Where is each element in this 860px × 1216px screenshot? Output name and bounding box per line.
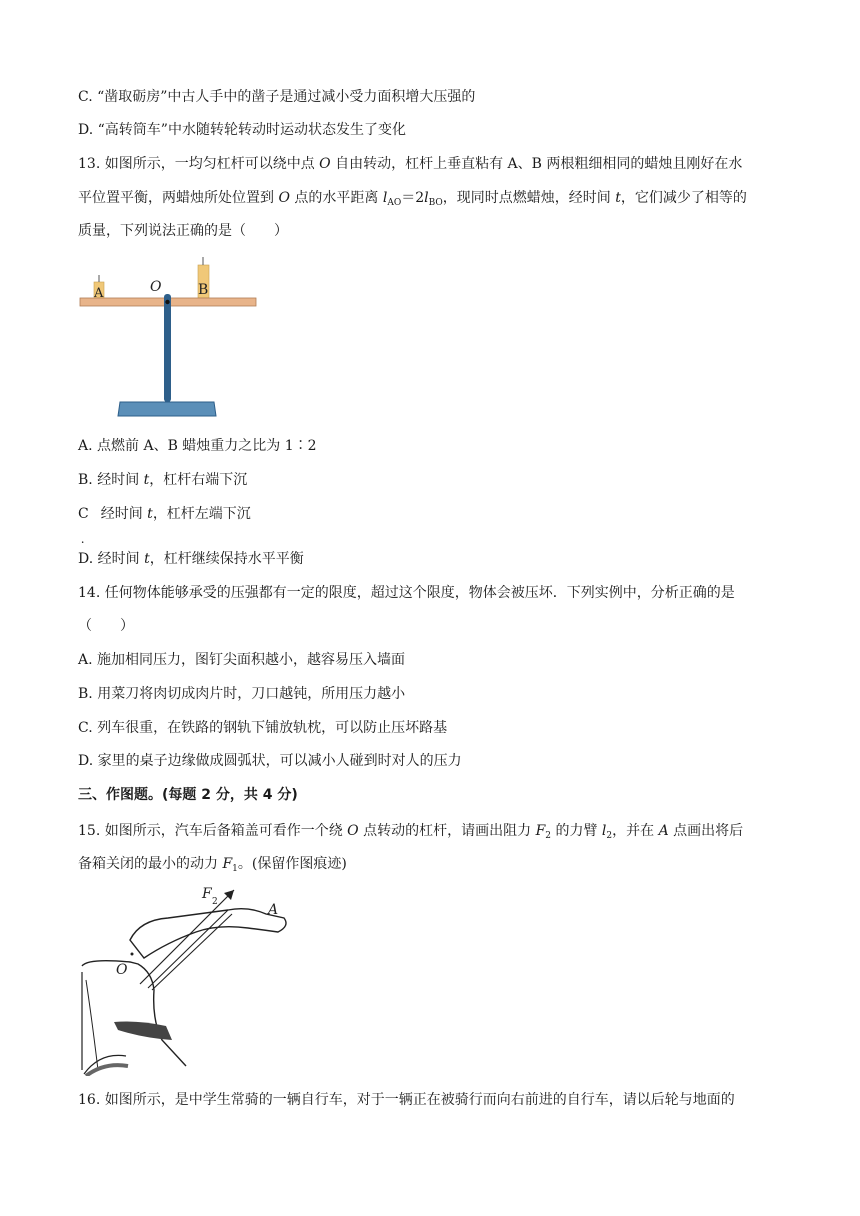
section-heading: 三、作图题。(每题 2 分，共 4 分) [78,787,298,803]
q15-stem-line2: 备箱关闭的最小的动力 $F_1$。(保留作图痕迹) [78,856,347,874]
tail-light [114,1022,172,1041]
label-b: B [198,282,209,298]
label-f2: F [202,886,212,902]
q13-stem-line2: 平位置平衡，两蜡烛所处位置到 O 点的水平距离 $l_{AO}=2l_{BO}$，现同时点燃蜡烛，经时间 t，它们减少了相等的 [78,190,747,208]
q13-option-a: A. 点燃前 A、B 蜡烛重力之比为 1∶2 [78,438,317,454]
car-trunk-figure [78,880,298,1076]
q14-stem-line1: 14. 任何物体能够承受的压强都有一定的限度，超过这个限度，物体会被压坏．下列实例中，分析正确的是 [78,585,735,601]
q16-stem-line1: 16. 如图所示，是中学生常骑的一辆自行车，对于一辆正在被骑行而向右前进的自行车，请以后轮与地面的 [78,1092,735,1108]
svg-text:2: 2 [212,897,218,907]
q13-option-d: D. 经时间 t，杠杆继续保持水平平衡 [78,551,304,567]
q13-option-c: C . 经时间 t，杠杆左端下沉 [78,506,251,546]
q12-option-d: D. “高转筒车”中水随转轮转动时运动状态发生了变化 [78,122,406,138]
label-a: A [268,902,279,918]
q14-option-b: B. 用菜刀将肉切成肉片时，刀口越钝，所用压力越小 [78,686,406,702]
car-body [82,961,186,1066]
lever-base [118,402,216,416]
q14-option-d: D. 家里的桌子边缘做成圆弧状，可以减小人碰到时对人的压力 [78,753,462,769]
q13-stem-line3: 质量，下列说法正确的是（ ） [78,223,288,239]
label-o: O [116,962,128,978]
pivot-o [165,300,169,304]
pivot-o-dot [131,953,134,956]
q14-option-c: C. 列车很重，在铁路的钢轨下铺放轨枕，可以防止压坏路基 [78,720,448,736]
label-o: O [150,279,162,295]
force-f2-arrow [140,890,234,984]
lever-candle-figure [78,252,260,422]
q13-option-b: B. 经时间 t，杠杆右端下沉 [78,472,248,488]
q12-option-c: C. “凿取砺房”中古人手中的凿子是通过减小受力面积增大压强的 [78,89,476,105]
lever-stand [164,294,171,402]
q14-option-a: A. 施加相同压力，图钉尖面积越小，越容易压入墙面 [78,652,406,668]
q14-stem-line2: （ ） [78,618,134,634]
q13-stem-line1: 13. 如图所示，一均匀杠杆可以绕中点 O 自由转动，杠杆上垂直粘有 A、B 两根粗细相同的蜡烛且刚好在水 [78,156,743,172]
q15-stem-line1: 15. 如图所示，汽车后备箱盖可看作一个绕 O 点转动的杠杆，请画出阻力 $F_2$ 的力臂 $l_2$，并在 A 点画出将后 [78,823,744,841]
label-a: A [94,286,104,301]
